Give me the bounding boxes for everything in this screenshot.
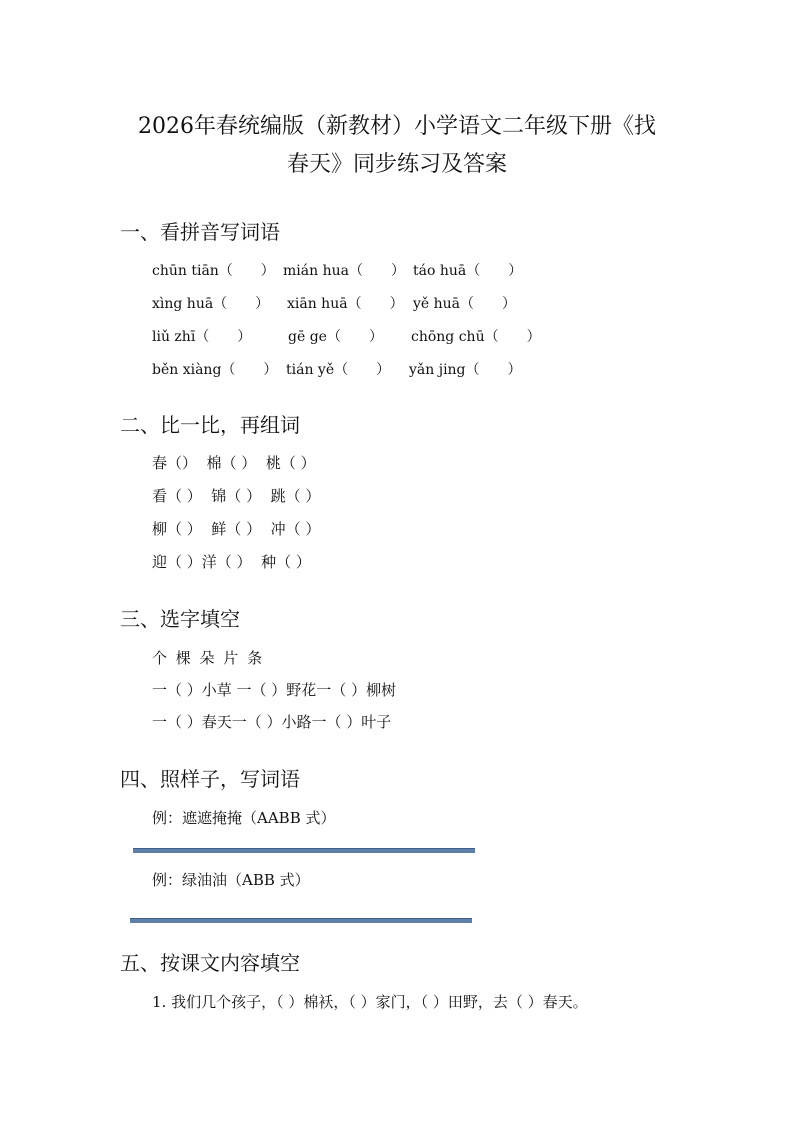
choice-words: 个 棵 朵 片 条 bbox=[152, 649, 263, 667]
answer-line-2 bbox=[130, 918, 472, 923]
section-heading-2: 二、比一比，再组词 bbox=[120, 413, 300, 437]
compare-row: 看（ ） 锦（ ） 跳（ ） bbox=[152, 487, 321, 505]
title-line-2: 春天》同步练习及答案 bbox=[286, 152, 507, 177]
pinyin-item: chōng chū（ ） bbox=[411, 329, 541, 345]
section-heading-3: 三、选字填空 bbox=[120, 607, 240, 631]
pinyin-item: xìng huā（ ） bbox=[152, 296, 270, 312]
section-heading-1: 一、看拼音写词语 bbox=[120, 220, 280, 244]
section-heading-4: 四、照样子，写词语 bbox=[120, 767, 300, 791]
example-2: 例：绿油油（ABB 式） bbox=[152, 871, 310, 889]
pinyin-item: yǎn jing（ ） bbox=[409, 362, 522, 378]
page-title bbox=[100, 108, 694, 184]
choose-row: 一（ ）春天一（ ）小路一（ ）叶子 bbox=[152, 713, 392, 731]
compare-row: 迎（ ）洋（ ） 种（ ） bbox=[152, 553, 311, 571]
answer-line-1 bbox=[133, 848, 475, 853]
pinyin-item: gē ge（ ） bbox=[288, 329, 383, 345]
pinyin-item: liǔ zhī（ ） bbox=[152, 329, 252, 345]
compare-row: 春（） 棉（ ） 桃（ ） bbox=[152, 454, 316, 472]
pinyin-item: xiān huā（ ） bbox=[287, 296, 404, 312]
pinyin-item: běn xiàng（ ） bbox=[152, 362, 278, 378]
pinyin-item: mián hua（ ） bbox=[283, 263, 405, 279]
example-1: 例：遮遮掩掩（AABB 式） bbox=[152, 809, 336, 827]
title-line-1: 2026年春统编版（新教材）小学语文二年级下册《找 bbox=[138, 114, 656, 139]
fill-blank-1: 1. 我们几个孩子，（ ）棉袄，（ ）家门，（ ）田野，去（ ）春天。 bbox=[152, 993, 588, 1011]
choose-row: 一（ ）小草 一（ ）野花一（ ）柳树 bbox=[152, 681, 397, 699]
pinyin-item: táo huā（ ） bbox=[413, 263, 523, 279]
compare-row: 柳（ ） 鲜（ ） 冲（ ） bbox=[152, 520, 321, 538]
pinyin-item: tián yě（ ） bbox=[286, 362, 391, 378]
pinyin-item: yě huā（ ） bbox=[413, 296, 517, 312]
pinyin-item: chūn tiān（ ） bbox=[152, 263, 275, 279]
section-heading-5: 五、按课文内容填空 bbox=[120, 951, 300, 975]
